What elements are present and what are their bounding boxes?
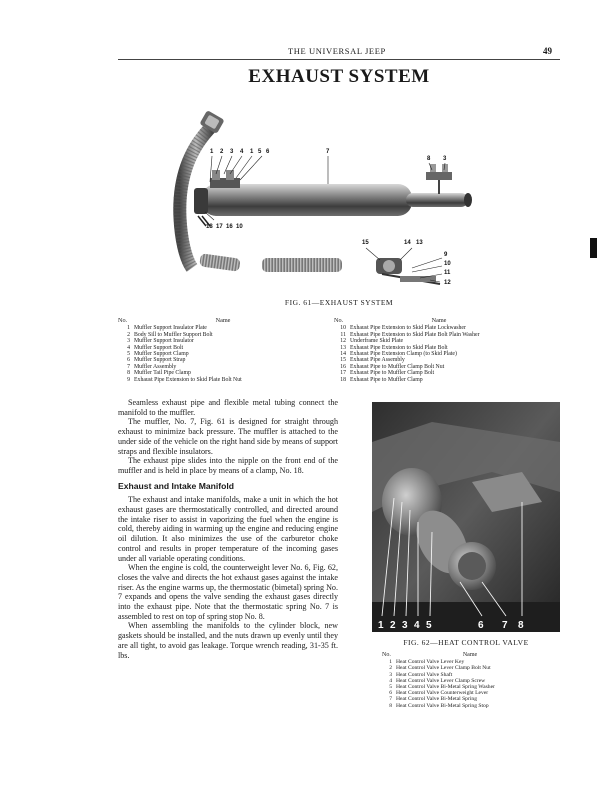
legend-row: 10 Exhaust Pipe Extension to Skid Plate Lockwasher <box>340 325 466 332</box>
fig62-callout: 3 <box>402 620 408 631</box>
legend-row: 4 Heat Control Valve Lever Clamp Screw <box>389 677 486 684</box>
fig61-callout: 10 <box>444 261 451 267</box>
paragraph: When assembling the manifolds to the cylinder block, new gaskets should be installed, and the nuts drawn up evenly until they are all tight, to avoid gas leakage. Torque wrench reading, 31-35 ft. lbs. <box>118 621 338 660</box>
legend-row: 16 Exhaust Pipe to Muffler Clamp Bolt Nut <box>340 363 445 370</box>
legend-row: 5 Muffler Support Clamp <box>127 351 189 358</box>
fig61-callout: 5 <box>258 149 262 155</box>
fig61-callout: 3 <box>443 156 447 162</box>
muffler-assembly <box>202 184 472 216</box>
header-rule <box>118 59 560 60</box>
figure-61-legend-right <box>334 318 554 383</box>
legend-row: 1 Heat Control Valve Lever Key <box>389 659 465 666</box>
fig61-callout: 8 <box>427 156 431 162</box>
fig61-callout: 17 <box>216 224 223 230</box>
legend-row: 3 Muffler Support Insulator <box>127 338 194 345</box>
fig61-callout: 4 <box>240 149 244 155</box>
fig61-callout: 1 <box>250 149 254 155</box>
thumb-index-tab <box>590 238 597 258</box>
fig62-callout: 5 <box>426 620 432 631</box>
legend-row: 6 Heat Control Valve Counterweight Lever <box>389 690 489 697</box>
fig61-callout: 10 <box>236 224 243 230</box>
running-header <box>118 46 560 60</box>
legend-header-no: No. <box>382 652 391 658</box>
fig62-callout: 2 <box>390 620 396 631</box>
legend-row: 13 Exhaust Pipe Extension to Skid Plate Bolt <box>340 344 448 351</box>
paragraph: Seamless exhaust pipe and flexible metal tubing connect the manifold to the muffler. <box>118 398 338 417</box>
legend-row: 5 Heat Control Valve Bi-Metal Spring Washer <box>389 684 495 691</box>
fig62-callout: 7 <box>502 620 508 631</box>
fig62-callout: 6 <box>478 620 484 631</box>
legend-row: 3 Heat Control Valve Shaft <box>389 671 453 678</box>
section-heading: Exhaust and Intake Manifold <box>118 480 235 491</box>
fig61-callout: 14 <box>404 240 411 246</box>
fig61-callout: 15 <box>362 240 369 246</box>
fig61-callout: 9 <box>444 252 448 258</box>
legend-row: 2 Body Sill to Muffler Support Bolt <box>127 331 213 338</box>
legend-header-name: Name <box>462 652 478 658</box>
legend-header-name: Name <box>215 317 231 324</box>
legend-row: 11 Exhaust Pipe Extension to Skid Plate Bolt Plain Washer <box>340 331 480 338</box>
paragraph: The exhaust and intake manifolds, make a unit in which the hot exhaust gases are thermostatically controlled, and directed around the intake riser to assist in vaporizing the fuel when the engine is cold, thereby aiding in warming up the engine and reducing engine oil dilution. It also minimizes the use of the carburetor choke control and results in proper temperature of the incoming gases under all variable operating conditions. <box>118 495 338 563</box>
legend-row: 2 Heat Control Valve Lever Clamp Bolt Nut <box>389 665 491 672</box>
legend-row: 14 Exhaust Pipe Extension Clamp (to Skid Plate) <box>340 351 457 358</box>
fig61-callout: 11 <box>444 270 451 276</box>
fig61-callout: 2 <box>220 149 224 155</box>
legend-row: 7 Muffler Assembly <box>127 363 177 370</box>
legend-header-name: Name <box>431 317 447 324</box>
body-text-column <box>118 398 338 660</box>
fig61-callout: 13 <box>416 240 423 246</box>
exhaust-system-illustration <box>150 108 480 298</box>
paragraph: The muffler, No. 7, Fig. 61 is designed for straight through exhaust to minimize back pressure. The muffler is attached to the under side of the vehicle on the right hand side by means of support straps and flexible insulators. <box>118 417 338 456</box>
fig62-callout: 4 <box>414 620 420 631</box>
flexible-tubing-lower <box>262 258 342 272</box>
page-title: EXHAUST SYSTEM <box>248 66 430 87</box>
legend-header-no: No. <box>118 317 128 324</box>
heat-control-valve-photo <box>372 402 560 632</box>
fig61-callout: 12 <box>444 280 451 286</box>
legend-row: 7 Heat Control Valve Bi-Metal Spring <box>389 696 477 703</box>
legend-row: 4 Muffler Support Bolt <box>127 344 184 351</box>
fig61-callout: 16 <box>226 224 233 230</box>
legend-row: 18 Exhaust Pipe to Muffler Clamp <box>340 376 423 383</box>
fig61-callout: 1 <box>210 149 214 155</box>
legend-row: 17 Exhaust Pipe to Muffler Clamp Bolt <box>340 370 435 377</box>
figure-62-caption: FIG. 62—HEAT CONTROL VALVE <box>403 638 529 647</box>
legend-row: 8 Heat Control Valve Bi-Metal Spring Stop <box>389 702 489 709</box>
fig61-callout: 7 <box>326 149 330 155</box>
legend-row: 12 Underframe Skid Plate <box>340 338 404 345</box>
legend-row: 15 Exhaust Pipe Assembly <box>340 357 405 364</box>
fig62-callout: 8 <box>518 620 524 631</box>
paragraph: The exhaust pipe slides into the nipple on the front end of the muffler and is held in place by means of a clamp, No. 18. <box>118 456 338 475</box>
fig62-callout: 1 <box>378 620 384 631</box>
legend-row: 1 Muffler Support Insulator Plate <box>127 325 207 332</box>
legend-header-no: No. <box>334 317 344 324</box>
paragraph: When the engine is cold, the counterweight lever No. 6, Fig. 62, closes the valve and directs the hot exhaust gases against the intake riser. As the engine warms up, the thermostatic (bimetal) spring No. 7 expands and opens the valve sending the exhaust gases directly into the exhaust pipe. Note that the thermostatic spring No. 7 is assembled to rest on top of spring stop No. 8. <box>118 563 338 621</box>
page-number: 49 <box>543 46 552 56</box>
figure-62-legend <box>382 652 562 709</box>
figure-61-legend-left <box>118 318 328 383</box>
rear-support-bracket <box>426 164 452 194</box>
figure-61-caption: FIG. 61—EXHAUST SYSTEM <box>284 298 394 307</box>
fig61-callout: 6 <box>266 149 270 155</box>
fig61-callout: 18 <box>206 224 213 230</box>
legend-row: 8 Muffler Tail Pipe Clamp <box>127 370 191 377</box>
running-title: THE UNIVERSAL JEEP <box>288 46 386 56</box>
legend-row: 9 Exhaust Pipe Extension to Skid Plate Bolt Nut <box>127 376 242 383</box>
fig61-callout: 3 <box>230 149 234 155</box>
legend-row: 6 Muffler Support Strap <box>127 357 186 364</box>
